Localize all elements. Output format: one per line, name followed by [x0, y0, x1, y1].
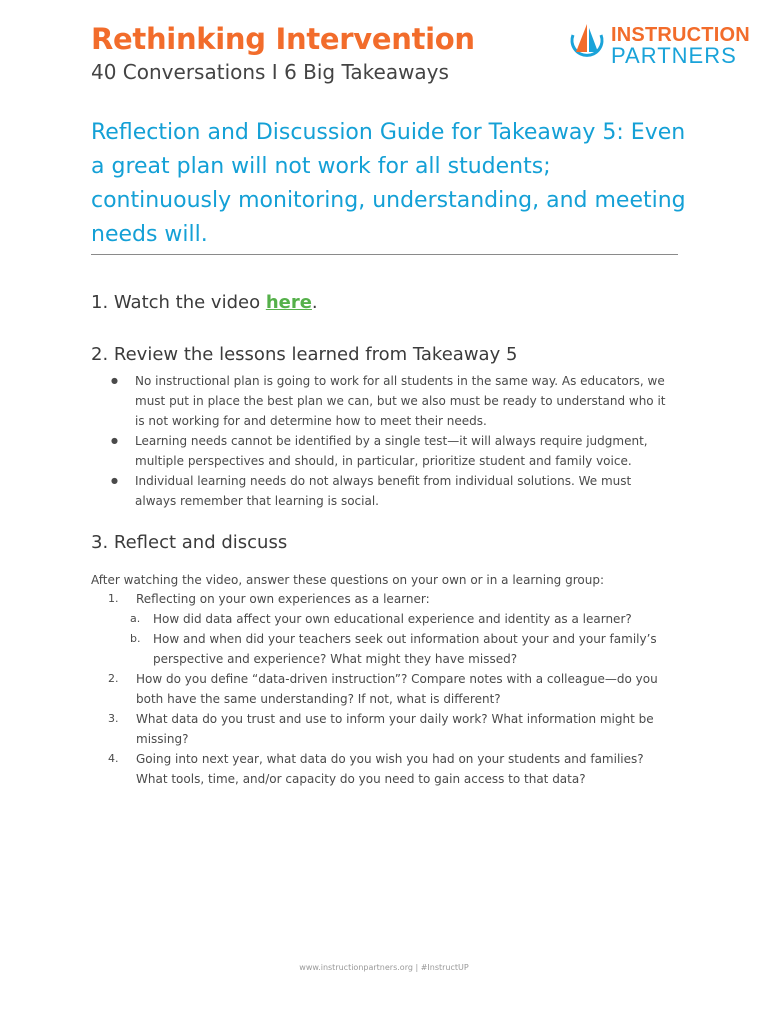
section-review-heading: 2. Review the lessons learned from Takeaway 5 — [91, 344, 518, 365]
sub-questions-list — [108, 609, 678, 669]
list-number: 3. — [108, 712, 119, 725]
question-text: How and when did your teachers seek out information about your and your family’s perspective and experience? What might they have missed? — [153, 632, 657, 666]
reflect-intro: After watching the video, answer these questions on your own or in a learning group: — [91, 573, 605, 587]
section-reflect-heading: 3. Reflect and discuss — [91, 532, 288, 553]
question-text: Reflecting on your own experiences as a learner: — [136, 592, 430, 606]
question-text: How do you define “data-driven instruction”? Compare notes with a colleague—do you both have the same understanding? If not, what is different? — [136, 672, 658, 706]
sub-list-wrapper — [108, 609, 678, 669]
list-item — [108, 629, 678, 669]
instruction-partners-logo — [567, 22, 750, 68]
list-item: ● Learning needs cannot be identified by a single test—it will always require judgment, multiple perspectives and should, in particular, prioritize student and family voice. — [108, 431, 668, 471]
list-letter: b. — [130, 632, 141, 645]
page-footer: www.instructionpartners.org | #InstructUP — [299, 963, 469, 972]
list-letter: a. — [130, 612, 141, 625]
list-item: ● Individual learning needs do not always benefit from individual solutions. We must always remember that learning is social. — [108, 471, 668, 511]
list-number: 4. — [108, 752, 119, 765]
page-subtitle: 40 Conversations I 6 Big Takeaways — [91, 60, 449, 84]
list-item — [108, 749, 678, 789]
question-text: Going into next year, what data do you wish you had on your students and families? What tools, time, and/or capacity do you need to gain access to that data? — [136, 752, 644, 786]
list-item — [108, 589, 678, 609]
list-item — [108, 609, 678, 629]
questions-list — [108, 589, 678, 789]
list-number: 1. — [108, 592, 119, 605]
list-item — [108, 669, 678, 709]
video-link[interactable]: here — [265, 292, 312, 313]
section-watch-video — [91, 292, 318, 313]
list-item — [108, 709, 678, 749]
sailboat-logo-icon — [567, 22, 607, 66]
question-text: How did data affect your own educational experience and identity as a learner? — [153, 612, 632, 626]
list-item: ● No instructional plan is going to work for all students in the same way. As educators, we must put in place the best plan we can, but we also must be ready to understand who it is not working for and determine how to meet their needs. — [108, 371, 668, 431]
divider — [91, 254, 678, 255]
logo-text-instruction: INSTRUCTION — [611, 24, 750, 46]
lessons-list — [108, 371, 668, 511]
guide-heading: Reflection and Discussion Guide for Takeaway 5: Even a great plan will not work for all students; continuously monitoring, understanding, and meeting needs will. — [91, 120, 686, 247]
list-number: 2. — [108, 672, 119, 685]
watch-video-prefix: 1. Watch the video — [91, 292, 266, 313]
page-title: Rethinking Intervention — [91, 22, 475, 56]
question-text: What data do you trust and use to inform your daily work? What information might be missing? — [136, 712, 654, 746]
logo-text-partners: PARTNERS — [611, 43, 737, 68]
watch-video-suffix: . — [311, 292, 318, 313]
